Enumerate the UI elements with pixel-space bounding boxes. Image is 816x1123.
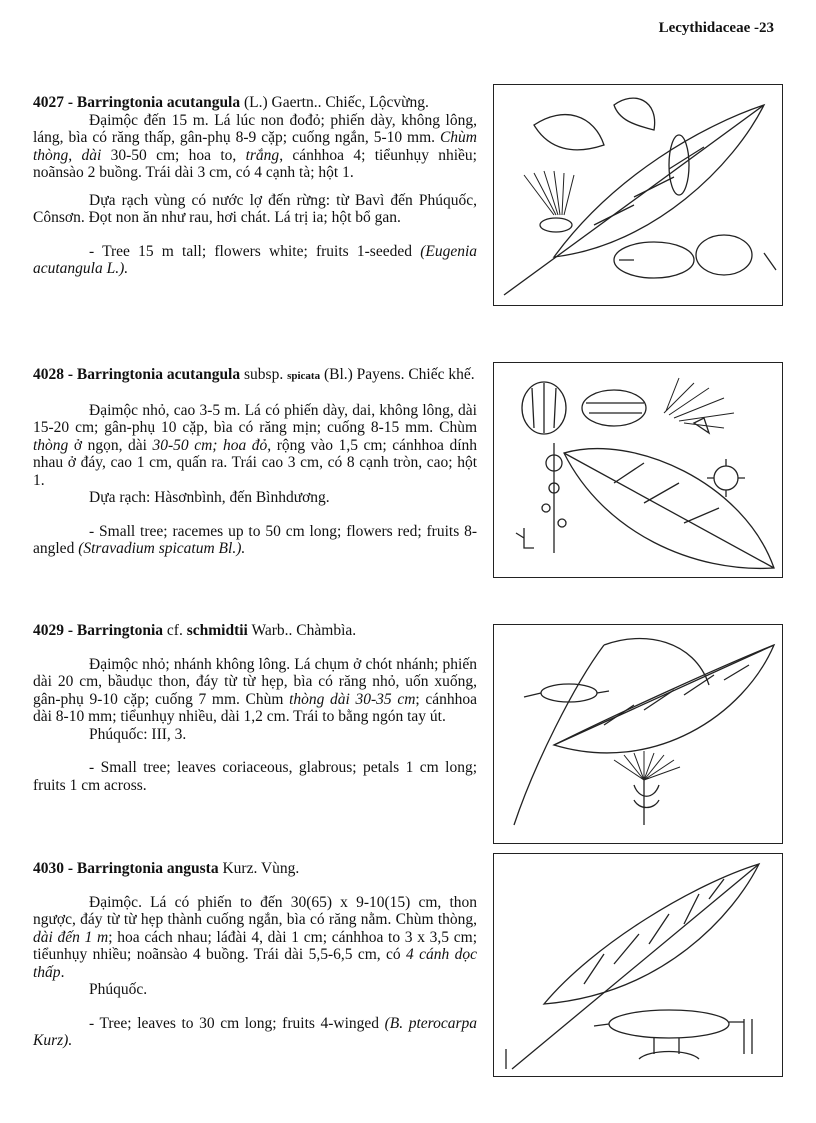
illustration-4030 [493, 853, 783, 1077]
author: (Bl.) Payens. [323, 366, 405, 383]
family-name: Lecythidaceae [658, 20, 751, 36]
habitat: Dựa rạch: Hàsơnbình, đến Bìnhdương. [89, 489, 330, 506]
botanical-drawing-icon [494, 854, 782, 1076]
illustration-4029 [493, 624, 783, 844]
entry-number: 4029 [33, 622, 64, 639]
entry-4030: 4030 - Barringtonia angusta Kurz. Vùng. Đạimộc. Lá có phiến to đến 30(65) x 9-10(15) cm, thon ngược, đáy từ từ hẹp thành cuống ngắn, bìa có răng nằm. Chùm thòng, dài đến 1 m; hoa cách nhau; láđài 4, dài 1 cm; cánhhoa to 3 x 3,5 cm; tiểunhụy nhiều; noãnsào 4 buồng. Trái dài 5,5-6,5 cm, có 4 cánh dọc thấp. Phúquốc. - Tree; leaves to 30 cm long; fruits 4-winged (B. pterocarpa Kurz). [33, 860, 478, 1049]
common-name: Chàmbìa. [296, 622, 357, 639]
synonym: (Stravadium spicatum Bl.). [78, 540, 246, 557]
common-name: Chiếc, Lộcvừng. [325, 94, 429, 111]
habitat: Phúquốc: III, 3. [89, 725, 187, 743]
description: Đạimộc nhỏ; nhánh không lông. Lá chụm ở chót nhánh; phiến dài 20 cm, bầudục thon, đáy từ từ hẹp, bìa có răng nhỏ, uốn xuống, gân-phụ 9-10 cặp; cuống 7 mm. Chùm [33, 655, 477, 708]
entry-4028: 4028 - Barringtonia acutangula subsp. spicata (Bl.) Payens. Chiếc khế. Đạimộc nhỏ, cao 3-5 m. Lá có phiến dày, dai, không lông, dài 15-20 cm; gân-phụ 10 cặp, bìa có răng mịn; cuống 8-15 mm. Chùm thòng ở ngọn, dài 30-50 cm; hoa đỏ, rộng vào 1,5 cm; cánhhoa dính nhau ở đáy, cao 1 cm, quấn ra. Trái cao 3 cm, có 8 cạnh tròn, cao; hột 1. Dựa rạch: Hàsơnbình, đến Bìnhdương. - Small tree; racemes up to 50 cm long; flowers red; fruits 8-angled (Stravadium spicatum Bl.). [33, 366, 478, 557]
description: Đạimộc nhỏ, cao 3-5 m. Lá có phiến dày, dai, không lông, dài 15-20 cm; gân-phụ 10 cặp, bìa có răng mịn; cuống 8-15 mm. Chùm [33, 401, 477, 436]
botanical-drawing-icon [494, 625, 782, 843]
synonym: (B. pterocarpa Kurz). [33, 1014, 478, 1049]
synonym: (Eugenia acutangula L.). [33, 242, 478, 277]
author: (L.) Gaertn.. [244, 94, 322, 111]
author: Warb.. [251, 622, 293, 639]
description: Đạimộc đến 15 m. Lá lúc non đođỏ; phiến dày, không lông, láng, bìa có răng thấp, gân-phụ 8-9 cặp; cuống ngắn, 5-10 mm. [33, 111, 477, 146]
english-summary: - Tree; leaves to 30 cm long; fruits 4-winged [89, 1014, 380, 1032]
botanical-drawing-icon [494, 363, 782, 577]
english-summary: - Tree 15 m tall; flowers white; fruits 1-seeded [89, 242, 412, 260]
english-summary: - Small tree; racemes up to 50 cm long; flowers red; fruits 8-angled [33, 522, 477, 557]
illustration-4028 [493, 362, 783, 578]
illustration-4027 [493, 84, 783, 306]
author: Kurz. [222, 860, 258, 877]
botanical-drawing-icon [494, 85, 782, 305]
habitat: Phúquốc. [89, 981, 148, 998]
page-number: -23 [754, 20, 774, 36]
common-name: Vùng. [260, 860, 300, 877]
species-name: Barringtonia [76, 622, 164, 639]
common-name: Chiếc khế. [408, 366, 475, 383]
entry-4027: 4027 - Barringtonia acutangula (L.) Gaertn.. Chiếc, Lộcvừng. Đạimộc đến 15 m. Lá lúc non đođỏ; phiến dày, không lông, láng, bìa có răng thấp, gân-phụ 8-9 cặp; cuống ngắn, 5-10 mm. Chùm thòng, dài 30-50 cm; hoa to, trắng, cánhhoa 4; tiểunhụy nhiều; noãnsào 2 buồng. Trái dài 3 cm, có 4 cạnh tà; hột 1. Dựa rạch vùng có nước lợ đến rừng: từ Bavì đến Phúquốc, Cônsơn. Đọt non ăn như rau, hơi chát. Lá trị ia; hột bổ gan. - Tree 15 m tall; flowers white; fruits 1-seeded (Eugenia acutangula L.). [33, 94, 478, 277]
species-name: Barringtonia angusta [76, 860, 219, 877]
entry-number: 4028 [33, 366, 64, 383]
habitat: Dựa rạch vùng có nước lợ đến rừng: từ Bavì đến Phúquốc, Cônsơn. Đọt non ăn như rau, hơi chát. Lá trị ia; hột bổ gan. [33, 191, 477, 226]
subspecies: spicata [287, 370, 321, 382]
running-header [659, 20, 774, 37]
entry-number: 4027 [33, 94, 64, 111]
english-summary: - Small tree; leaves coriaceous, glabrous; petals 1 cm long; fruits 1 cm across. [33, 759, 477, 794]
entry-number: 4030 [33, 860, 64, 877]
entry-4029: 4029 - Barringtonia cf. schmidtii Warb.. Chàmbìa. Đạimộc nhỏ; nhánh không lông. Lá chụm ở chót nhánh; phiến dài 20 cm, bầudục thon, đáy từ từ hẹp, bìa có răng nhỏ, uốn xuống, gân-phụ 9-10 cặp; cuống 7 mm. Chùm thòng dài 30-35 cm; cánhhoa dài 8-10 mm; tiểunhụy nhiều, dài 1,2 cm. Trái to bằng ngón tay út. Phúquốc: III, 3. - Small tree; leaves coriaceous, glabrous; petals 1 cm long; fruits 1 cm across. [33, 622, 478, 794]
species-name: Barringtonia acutangula [76, 94, 241, 111]
species-name: Barringtonia acutangula [76, 366, 241, 383]
description: Đạimộc. Lá có phiến to đến 30(65) x 9-10(15) cm, thon ngược, đáy từ từ hẹp thành cuống ngắn, bìa có răng nằm. Chùm thòng, [33, 893, 477, 928]
